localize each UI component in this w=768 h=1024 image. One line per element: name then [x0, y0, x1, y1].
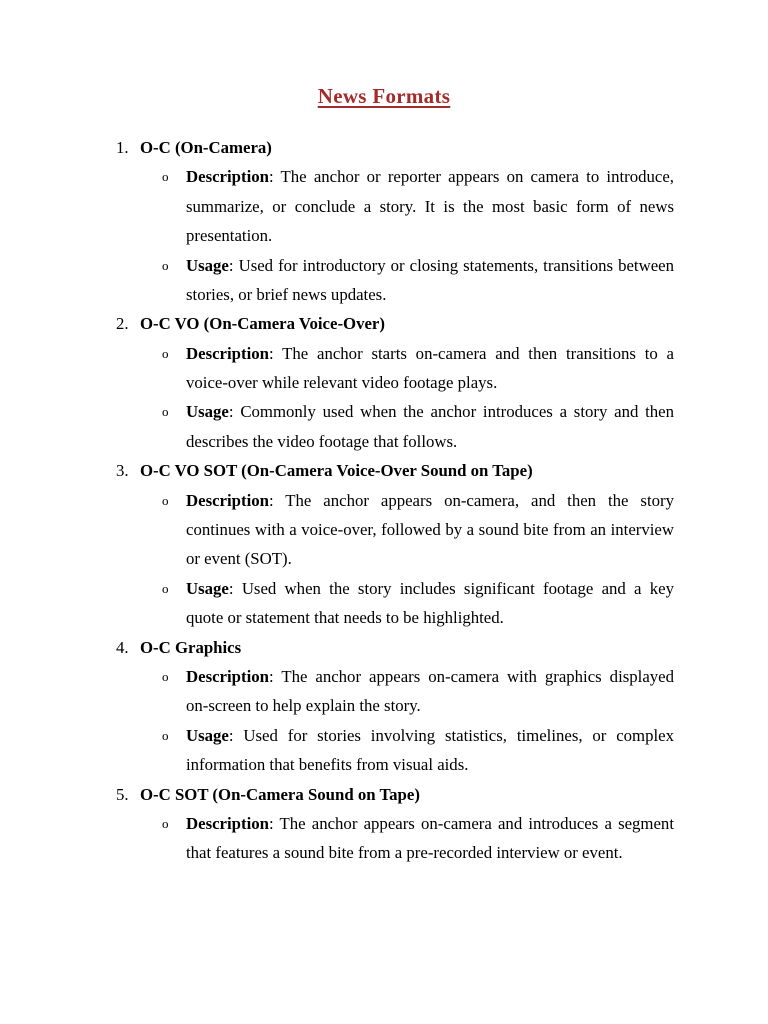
usage-point: [0, 251, 768, 310]
point-separator: :: [268, 167, 281, 187]
point-label: Description: [186, 167, 269, 187]
point-label: Usage: [186, 725, 229, 745]
hollow-bullet-icon: o: [162, 580, 169, 596]
hollow-bullet-icon: o: [162, 815, 169, 831]
description-point: [0, 162, 768, 250]
document-title: News Formats: [317, 84, 451, 108]
point-label: Usage: [186, 255, 229, 275]
format-item-on-camera-sot: [0, 780, 768, 868]
point-separator: :: [268, 490, 286, 510]
format-number: 3.: [116, 461, 129, 481]
description-point: [0, 486, 768, 574]
point-text: Used for stories involving statistics, timelines, or complex information that benefits from visual aids.: [186, 725, 674, 775]
format-heading-row: [0, 133, 768, 162]
format-details: [0, 486, 768, 633]
point-separator: :: [228, 255, 239, 275]
point-text: Used for introductory or closing statements, transitions between stories, or brief news updates.: [186, 255, 674, 304]
format-heading: O-C (On-Camera): [140, 138, 272, 157]
format-heading-row: [0, 780, 768, 809]
format-item-voice-over-sot: [0, 456, 768, 632]
point-separator: :: [268, 813, 280, 833]
hollow-bullet-icon: o: [162, 169, 169, 185]
usage-point: [0, 574, 768, 633]
format-item-on-camera-voice-over: [0, 309, 768, 456]
hollow-bullet-icon: o: [162, 668, 169, 684]
point-separator: :: [228, 578, 242, 598]
hollow-bullet-icon: o: [162, 727, 169, 743]
point-text: The anchor appears on-camera and introduces a segment that features a sound bite from a pre-recorded interview or event.: [186, 813, 674, 863]
point-text: The anchor starts on-camera and then transitions to a voice-over while relevant video footage plays.: [186, 343, 674, 393]
format-heading: O-C VO (On-Camera Voice-Over): [140, 314, 385, 334]
description-point: [0, 339, 768, 398]
hollow-bullet-icon: o: [162, 404, 169, 420]
news-format-list: [0, 133, 768, 868]
point-separator: :: [228, 402, 241, 422]
format-heading: O-C VO SOT (On-Camera Voice-Over Sound on Tape): [140, 461, 533, 481]
point-text: Used when the story includes significant footage and a key quote or statement that needs to be highlighted.: [186, 578, 674, 628]
description-point: [0, 662, 768, 721]
point-label: Description: [186, 490, 269, 510]
description-point: [0, 809, 768, 868]
point-separator: :: [268, 343, 283, 363]
format-heading: O-C SOT (On-Camera Sound on Tape): [140, 784, 420, 804]
format-number: 5.: [116, 784, 129, 804]
hollow-bullet-icon: o: [162, 257, 169, 273]
format-heading: O-C Graphics: [140, 637, 242, 657]
format-details: [0, 162, 768, 309]
hollow-bullet-icon: o: [162, 492, 169, 508]
format-heading-row: [0, 456, 768, 485]
point-label: Usage: [186, 402, 229, 422]
point-separator: :: [228, 725, 244, 745]
hollow-bullet-icon: o: [162, 345, 169, 361]
point-label: Description: [186, 343, 269, 363]
format-number: 4.: [116, 637, 129, 657]
point-text: The anchor or reporter appears on camera to introduce, summarize, or conclude a story. It is the most basic form of news presentation.: [186, 167, 674, 246]
point-label: Description: [186, 813, 269, 833]
format-item-on-camera: [0, 133, 768, 309]
format-number: 2.: [116, 314, 129, 334]
usage-point: [0, 721, 768, 780]
point-text: Commonly used when the anchor introduces a story and then describes the video footage that follows.: [186, 402, 675, 451]
format-heading-row: [0, 633, 768, 662]
point-text: The anchor appears on-camera, and then the story continues with a voice-over, followed by a sound bite from an interview or event (SOT).: [186, 490, 674, 569]
format-heading-row: [0, 309, 768, 338]
format-number: 1.: [116, 138, 129, 157]
point-label: Description: [186, 666, 269, 686]
point-separator: :: [268, 666, 282, 686]
point-label: Usage: [186, 578, 229, 598]
format-details: [0, 809, 768, 868]
format-item-graphics: [0, 633, 768, 780]
format-details: [0, 339, 768, 457]
usage-point: [0, 397, 768, 456]
format-details: [0, 662, 768, 780]
point-text: The anchor appears on-camera with graphics displayed on-screen to help explain the story.: [186, 666, 674, 716]
